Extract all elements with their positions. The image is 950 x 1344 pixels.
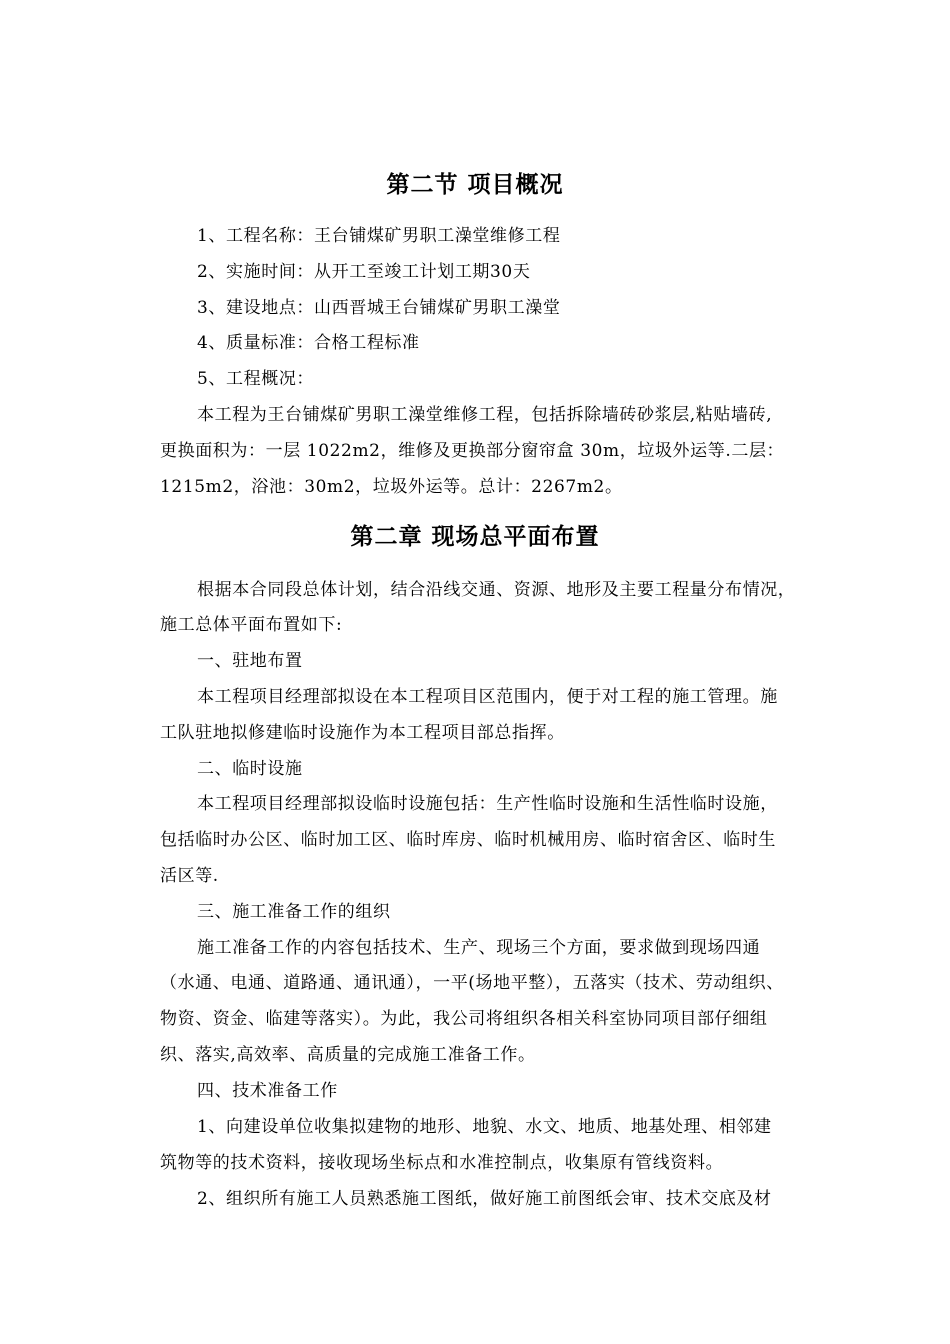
camp-paragraph-line: 工队驻地拟修建临时设施作为本工程项目部总指挥。 — [160, 723, 565, 743]
subsection-title-preparation: 三、施工准备工作的组织 — [197, 902, 391, 922]
preparation-paragraph-line: 物资、资金、临建等落实）。为此，我公司将组织各相关科室协同项目部仔细组 — [160, 1009, 768, 1029]
subsection-title-temporary-facilities: 二、临时设施 — [197, 759, 303, 779]
temporary-facilities-paragraph-line: 活区等. — [160, 866, 219, 886]
subsection-title-camp: 一、驻地布置 — [197, 651, 303, 671]
preparation-paragraph-line: 施工准备工作的内容包括技术、生产、现场三个方面，要求做到现场四通 — [197, 938, 761, 958]
project-item-overview: 5、工程概况： — [197, 369, 315, 389]
project-item-location: 3、建设地点：山西晋城王台铺煤矿男职工澡堂 — [197, 298, 561, 318]
project-item-duration: 2、实施时间：从开工至竣工计划工期30天 — [197, 262, 531, 282]
section-title: 第二节 项目概况 — [386, 172, 564, 198]
project-item-name: 1、工程名称：王台铺煤矿男职工澡堂维修工程 — [197, 226, 561, 246]
intro-paragraph-line: 施工总体平面布置如下: — [160, 615, 343, 635]
technical-preparation-line: 2、组织所有施工人员熟悉施工图纸，做好施工前图纸会审、技术交底及材 — [197, 1189, 772, 1209]
overview-paragraph-line: 更换面积为：一层 1022m2，维修及更换部分窗帘盒 30m，垃圾外运等.二层： — [160, 441, 785, 461]
subsection-title-technical-preparation: 四、技术准备工作 — [197, 1081, 338, 1101]
intro-paragraph-line: 根据本合同段总体计划，结合沿线交通、资源、地形及主要工程量分布情况， — [197, 580, 796, 600]
camp-paragraph-line: 本工程项目经理部拟设在本工程项目区范围内，便于对工程的施工管理。施 — [197, 687, 778, 707]
temporary-facilities-paragraph-line: 本工程项目经理部拟设临时设施包括：生产性临时设施和生活性临时设施， — [197, 794, 778, 814]
temporary-facilities-paragraph-line: 包括临时办公区、临时加工区、临时库房、临时机械用房、临时宿舍区、临时生 — [160, 830, 776, 850]
preparation-paragraph-line: 织、落实,高效率、高质量的完成施工准备工作。 — [160, 1045, 536, 1065]
chapter-title: 第二章 现场总平面布置 — [350, 524, 600, 550]
project-item-quality: 4、质量标准：合格工程标准 — [197, 333, 420, 353]
overview-paragraph-line: 1215m2，浴池：30m2，垃圾外运等。总计：2267m2。 — [160, 477, 623, 497]
technical-preparation-line: 1、向建设单位收集拟建物的地形、地貌、水文、地质、地基处理、相邻建 — [197, 1117, 772, 1137]
technical-preparation-line: 筑物等的技术资料，接收现场坐标点和水准控制点，收集原有管线资料。 — [160, 1153, 724, 1173]
overview-paragraph-line: 本工程为王台铺煤矿男职工澡堂维修工程，包括拆除墙砖砂浆层,粘贴墙砖, — [197, 405, 773, 425]
preparation-paragraph-line: （水通、电通、道路通、通讯通），一平(场地平整），五落实（技术、劳动组织、 — [160, 973, 784, 993]
